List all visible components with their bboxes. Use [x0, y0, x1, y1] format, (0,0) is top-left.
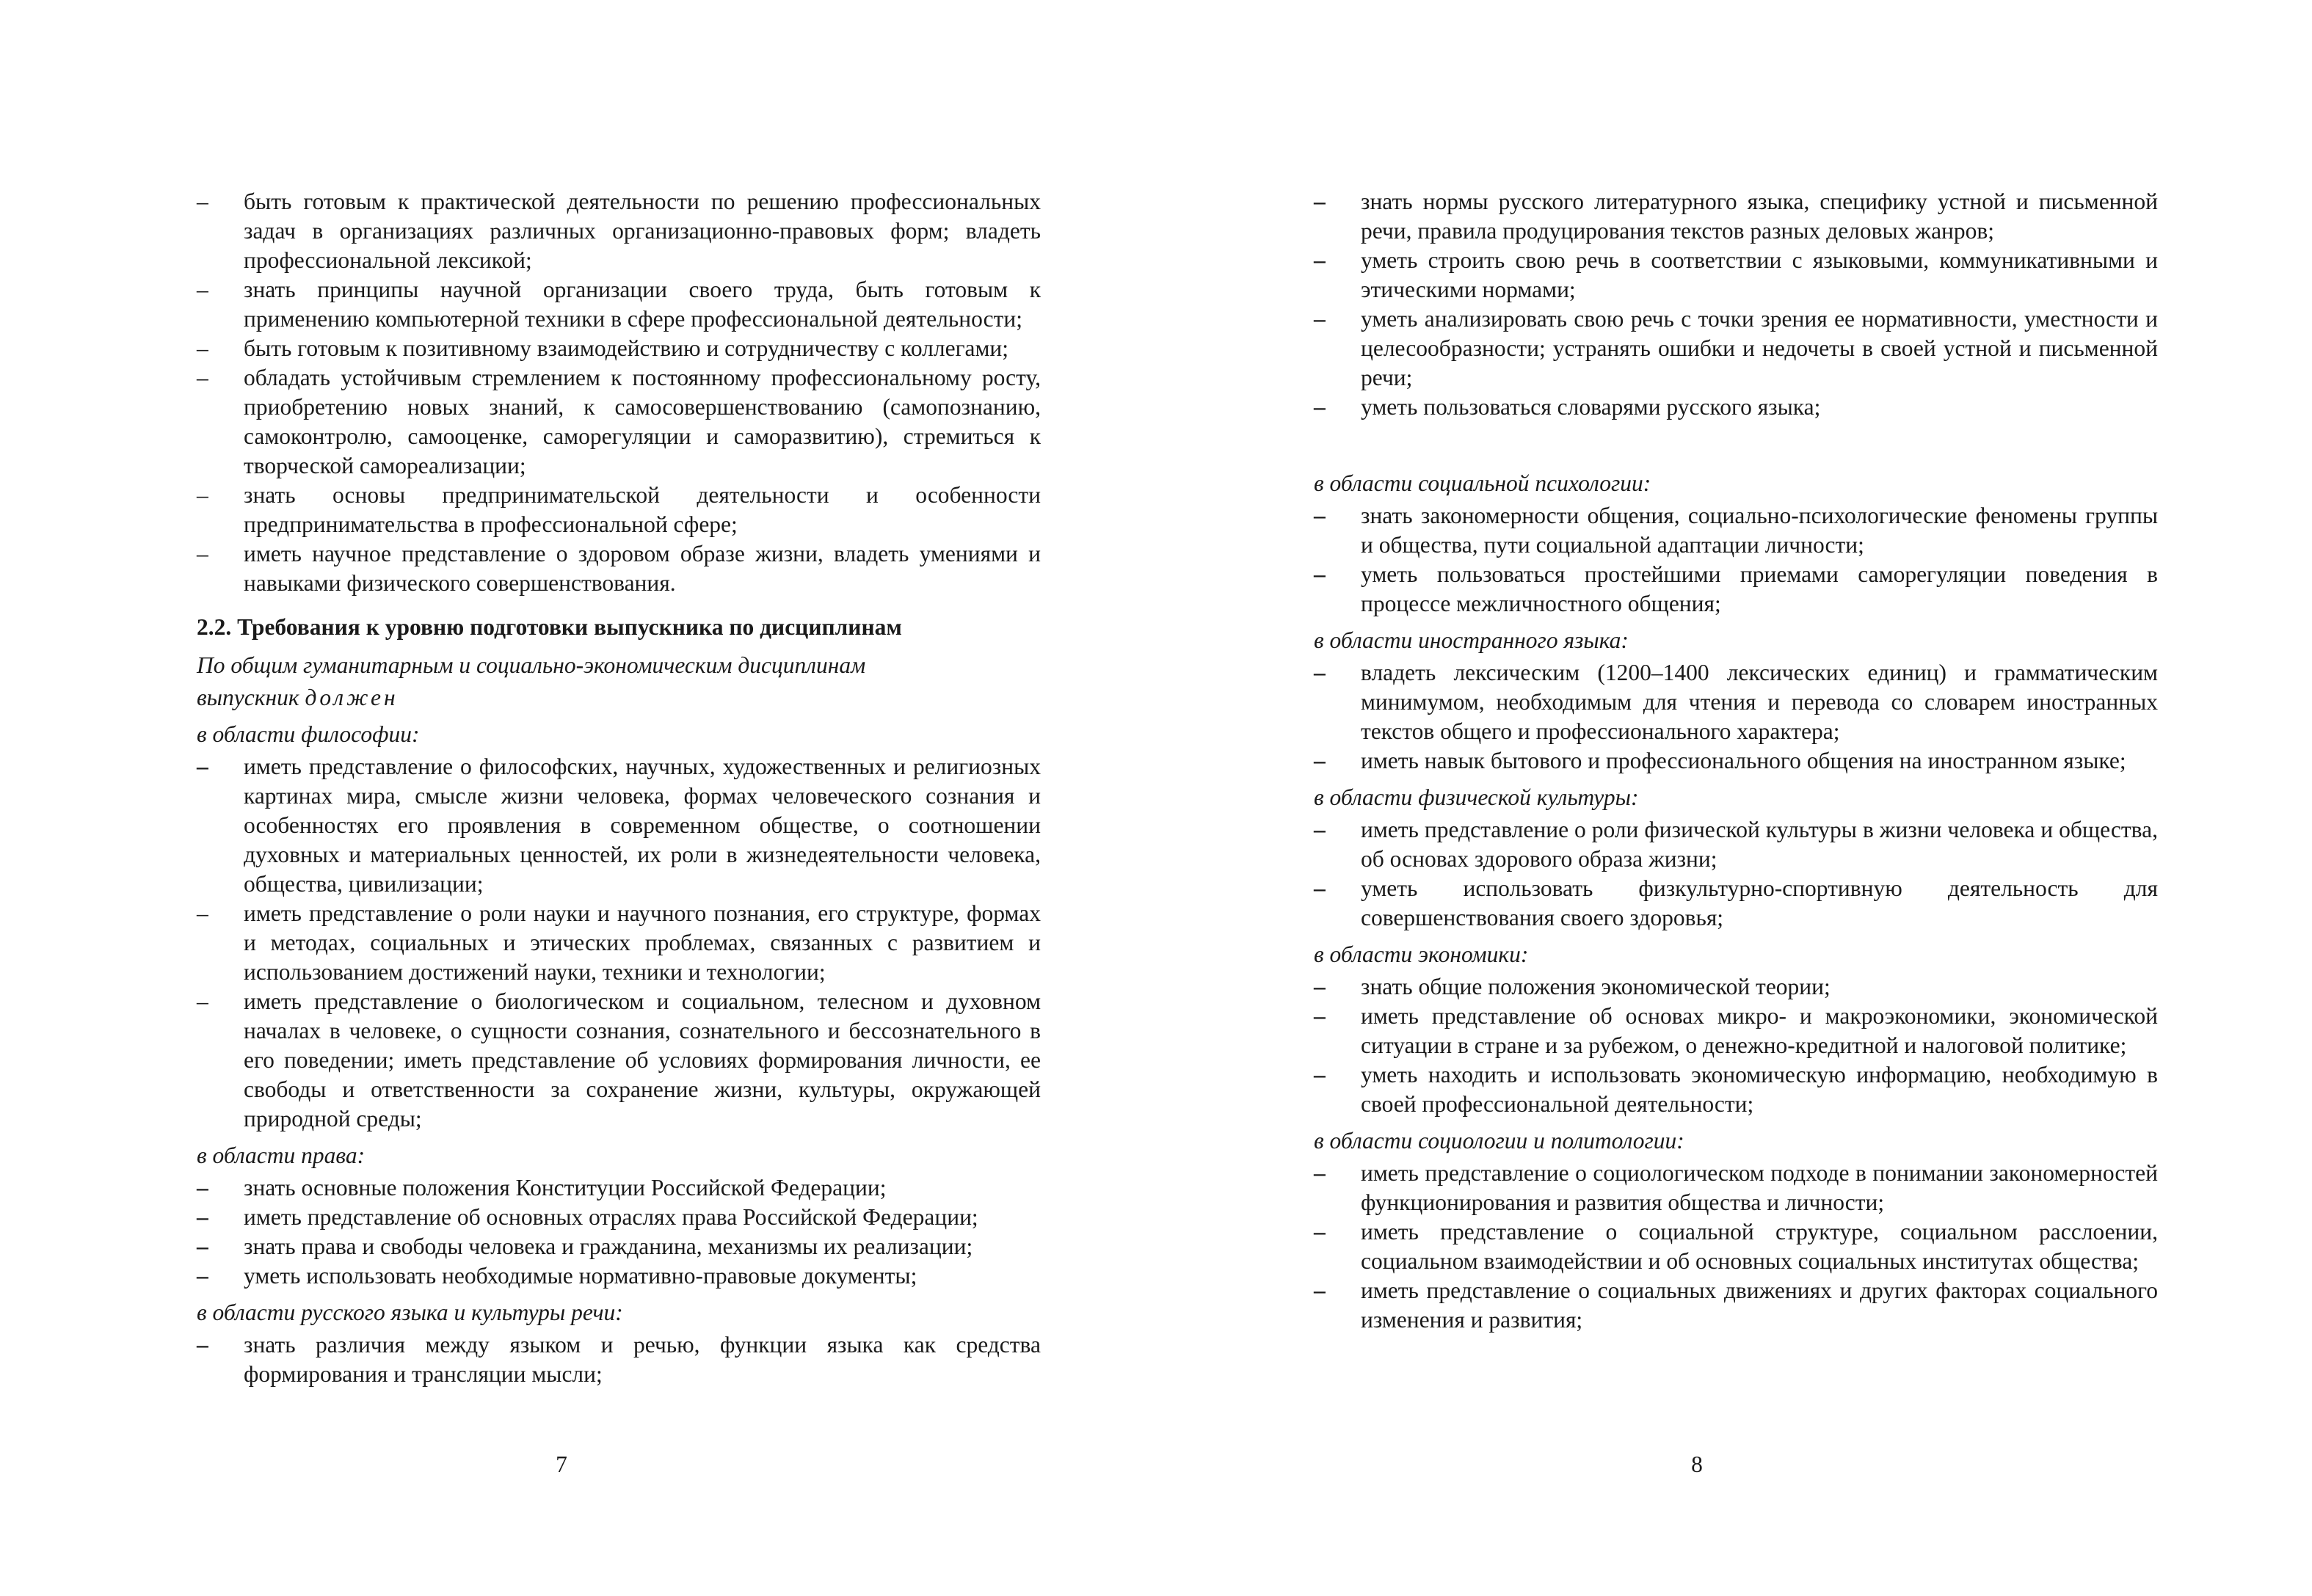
list-item: – иметь представление о роли науки и научного познания, его структуре, формах и методах, социальных и этических проблемах, связанных с развитием и использованием достижений науки, техники и технологии; [197, 899, 1041, 987]
list-item: – иметь представление о биологическом и социальном, телесном и духовном началах в человеке, о сущности сознания, сознательного и бессознательного в его поведении; иметь представление об условиях формирования личности, ее свободы и ответственности за сохранение жизни, культуры, окружающей природной среды; [197, 987, 1041, 1134]
list-item: – иметь представление о социальных движениях и других факторах социального изменения и развития; [1314, 1276, 2158, 1335]
subsection-title: в области русского языка и культуры речи: [197, 1300, 623, 1325]
list-item: – уметь использовать физкультурно-спортивную деятельность для совершенствования своего здоровья; [1314, 874, 2158, 933]
list-item: – знать права и свободы человека и гражданина, механизмы их реализации; [197, 1232, 1041, 1261]
list-item: – иметь представление о роли физической культуры в жизни человека и общества, об основах здорового образа жизни; [1314, 815, 2158, 874]
page-number: 8 [1691, 1451, 1703, 1477]
page-number: 7 [556, 1451, 567, 1477]
intro-prefix: выпускник [197, 685, 305, 710]
subsection-title: в области физической культуры: [1314, 784, 1639, 810]
subsection-title: в области экономики: [1314, 941, 1529, 967]
list-item: – знать принципы научной организации своего труда, быть готовым к применению компьютерной техники в сфере профессиональной деятельности; [197, 275, 1041, 334]
list-item: – владеть лексическим (1200–1400 лексических единиц) и грамматическим минимумом, необходимым для чтения и перевода со словарем иностранных текстов общего и профессионального характера; [1314, 658, 2158, 746]
list-item: – уметь строить свою речь в соответствии с языковыми, коммуникативными и этическими нормами; [1314, 246, 2158, 305]
list-item: – уметь анализировать свою речь с точки зрения ее нормативности, уместности и целесообразности; устранять ошибки и недочеты в своей устной и письменной речи; [1314, 305, 2158, 393]
subsection-title: в области права: [197, 1143, 366, 1168]
list-item: – знать основные положения Конституции Российской Федерации; [197, 1173, 1041, 1203]
list-item: – иметь представление о социологическом подходе в понимании закономерностей функционирования и развития общества и личности; [1314, 1159, 2158, 1217]
right-page [1314, 187, 2158, 1335]
list-item: – знать нормы русского литературного языка, специфику устной и письменной речи, правила продуцирования текстов разных деловых жанров; [1314, 187, 2158, 246]
list-item: – иметь представление о социальной структуре, социальном расслоении, социальном взаимодействии и об основных социальных институтах общества; [1314, 1217, 2158, 1276]
intro-line-2 [197, 683, 1041, 713]
subsection-title: в области социальной психологии: [1314, 470, 1651, 496]
list-item: – уметь находить и использовать экономическую информацию, необходимую в своей профессиональной деятельности; [1314, 1060, 2158, 1119]
list-item: – уметь пользоваться словарями русского языка; [1314, 393, 2158, 422]
list-item: – знать различия между языком и речью, функции языка как средства формирования и трансляции мысли; [197, 1330, 1041, 1389]
subsection-title: в области социологии и политологии: [1314, 1128, 1684, 1154]
section-heading: 2.2. Требования к уровню подготовки выпускника по дисциплинам [197, 614, 902, 640]
intro-line: По общим гуманитарным и социально-экономическим дисциплинам [197, 652, 866, 678]
list-item: – знать общие положения экономической теории; [1314, 972, 2158, 1002]
list-top [197, 187, 1041, 598]
subsection-title: в области философии: [197, 721, 420, 747]
list-item: – быть готовым к практической деятельности по решению профессиональных задач в организациях различных организационно-правовых форм; владеть профессиональной лексикой; [197, 187, 1041, 275]
list-item: – уметь пользоваться простейшими приемами саморегуляции поведения в процессе межличностного общения; [1314, 560, 2158, 619]
list-item: – иметь навык бытового и профессионального общения на иностранном языке; [1314, 746, 2158, 776]
list-item: – знать закономерности общения, социально-психологические феномены группы и общества, пути социальной адаптации личности; [1314, 501, 2158, 560]
list-item: – обладать устойчивым стремлением к постоянному профессиональному росту, приобретению новых знаний, к самосовершенствованию (самопознанию, самоконтролю, самооценке, саморегуляции и саморазвитию), стремиться к творческой самореализации; [197, 363, 1041, 481]
list-item: – иметь представление об основах микро- и макроэкономики, экономической ситуации в стране и за рубежом, о денежно-кредитной и налоговой политике; [1314, 1002, 2158, 1060]
list-item: – иметь представление о философских, научных, художественных и религиозных картинах мира, смысле жизни человека, формах человеческого сознания и особенностях его проявления в современном обществе, о соотношении духовных и материальных ценностей, их роли в жизнедеятельности человека, общества, цивилизации; [197, 752, 1041, 899]
subsection-title: в области иностранного языка: [1314, 627, 1629, 653]
list-item: – быть готовым к позитивному взаимодействию и сотрудничеству с коллегами; [197, 334, 1041, 363]
left-page [197, 187, 1041, 1389]
list-item: – уметь использовать необходимые нормативно-правовые документы; [197, 1261, 1041, 1291]
intro-emphasis: должен [305, 685, 399, 710]
list-item: – иметь представление об основных отраслях права Российской Федерации; [197, 1203, 1041, 1232]
list-item: – знать основы предпринимательской деятельности и особенности предпринимательства в профессиональной сфере; [197, 481, 1041, 539]
list-item: – иметь научное представление о здоровом образе жизни, владеть умениями и навыками физического совершенствования. [197, 539, 1041, 598]
